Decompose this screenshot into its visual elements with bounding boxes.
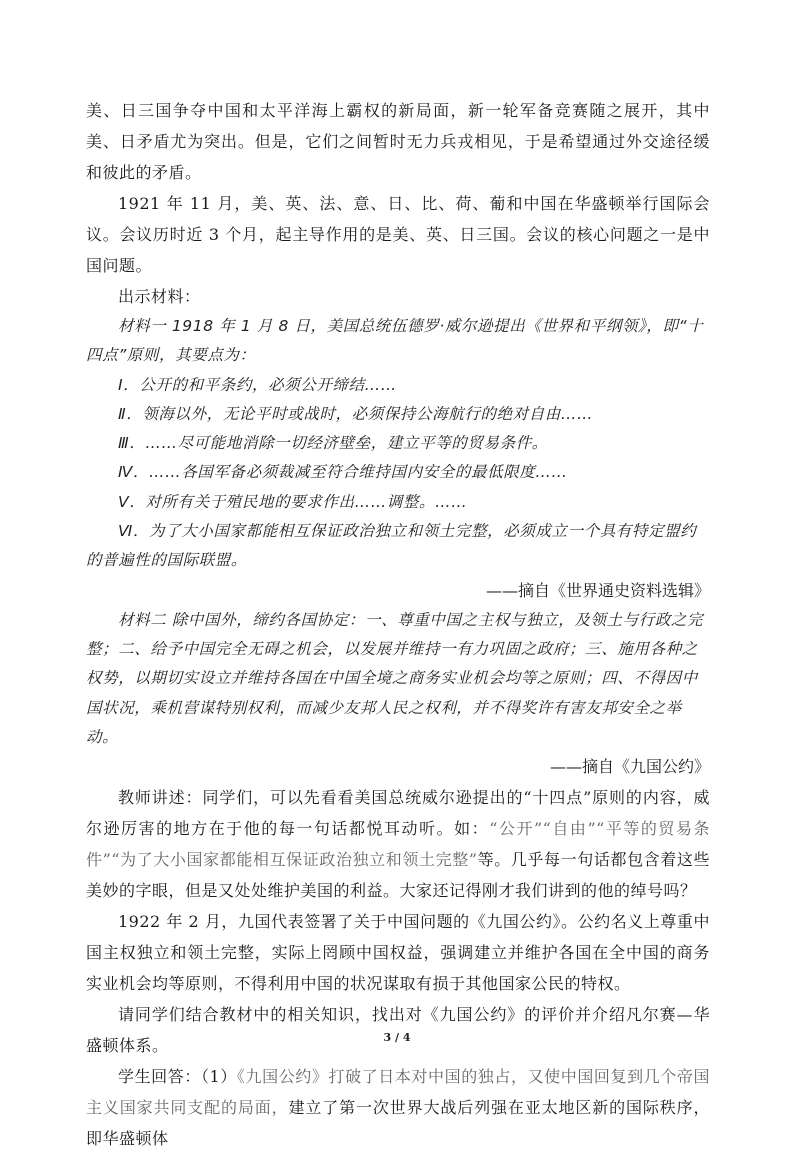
paragraph-treaty: 1922 年 2 月，九国代表签署了关于中国问题的《九国公约》。公约名义上尊重中国主权独立和领土完整，实际上罔顾中国权益，强调建立并维护各国在全中国的商务实业机会均等原则，不得利用中国的状况谋取有损于其他国家公民的特权。: [86, 912, 710, 994]
material-1-item: Ⅵ．为了大小国家都能相互保证政治独立和领土完整，必须成立一个具有特定盟约的普遍性的国际联盟。: [86, 522, 697, 570]
material-2: [86, 606, 710, 782]
teacher-narration-part: 等。几乎每一句话都包含着这些美妙的字眼，但是又处处维护美国的利益。大家还记得刚才我们讲到的他的绰号吗？: [86, 850, 710, 901]
material-1: [86, 312, 710, 606]
paragraph-2: 1921 年 11 月，美、英、法、意、日、比、荷、葡和中国在华盛顿举行国际会议。会议历时近 3 个月，起主导作用的是美、英、日三国。会议的核心问题之一是中国问题。: [86, 194, 710, 275]
paragraph-question: 请同学们结合教材中的相关知识，找出对《九国公约》的评价并介绍凡尔赛—华盛顿体系。: [86, 1005, 710, 1056]
teacher-narration-part: 教师讲述：同学们，可以先看看美国总统威尔逊提出的“十四点”原则的内容，威尔逊厉害的地方在于他的每一句话都悦耳动听。如：: [86, 788, 710, 839]
material-1-item: Ⅰ．公开的和平条约，必须公开缔结……: [118, 375, 397, 394]
material-1-item: Ⅴ．对所有关于殖民地的要求作出……调整。……: [118, 492, 468, 511]
student-answer-gray: 《九国公约》打破了日本对中国的独占，又使中国回复到几个帝国主义国家共同支配的局面，: [86, 1067, 710, 1118]
material-1-item: Ⅲ．……尽可能地消除一切经济壁垒，建立平等的贸易条件。: [118, 434, 548, 453]
teacher-narration: [86, 782, 710, 906]
student-answer-part: 学生回答：（1）: [118, 1067, 237, 1087]
material-2-text: 材料二 除中国外，缔约各国协定：一、尊重中国之主权与独立，及领土与行政之完整；二、给予中国完全无碍之机会，以发展并维持一有力巩固之政府；三、施用各种之权势，以期切实设立并维持各国在中国全境之商务实业机会均等之原则；四、不得因中国状况，乘机营谋特别权利，而减少友邦人民之权利，并不得奖许有害友邦安全之举动。: [86, 610, 704, 746]
paragraph-1: 美、日三国争夺中国和太平洋海上霸权的新局面，新一轮军备竞赛随之展开，其中美、日矛盾尤为突出。但是，它们之间暂时无力兵戎相见，于是希望通过外交途径缓和彼此的矛盾。: [86, 101, 710, 182]
paragraph-3: 出示材料：: [118, 287, 201, 306]
student-answer-part: 建立了第一次世界大战后列强在亚太地区新的国际秩序，即华盛顿体: [86, 1098, 710, 1149]
material-1-item: Ⅱ．领海以外，无论平时或战时，必须保持公海航行的绝对自由……: [118, 404, 594, 423]
material-1-source: ——摘自《世界通史资料选辑》: [485, 580, 710, 600]
page-body: [86, 95, 710, 1154]
material-1-item: Ⅳ．……各国军备必须裁减至符合维持国内安全的最低限度……: [118, 463, 568, 482]
material-1-intro: 材料一 1918 年 1 月 8 日，美国总统伍德罗·威尔逊提出《世界和平纲领》，即“十四点”原则，其要点为：: [86, 317, 704, 365]
material-2-source: ——摘自《九国公约》: [549, 757, 710, 777]
teacher-quoted-phrases: “公开”“自由”“平等的贸易条件”“为了大小国家都能相互保证政治独立和领土完整”: [86, 819, 710, 870]
student-answer: [86, 1061, 710, 1154]
page-number: 3 / 4: [383, 1031, 411, 1044]
